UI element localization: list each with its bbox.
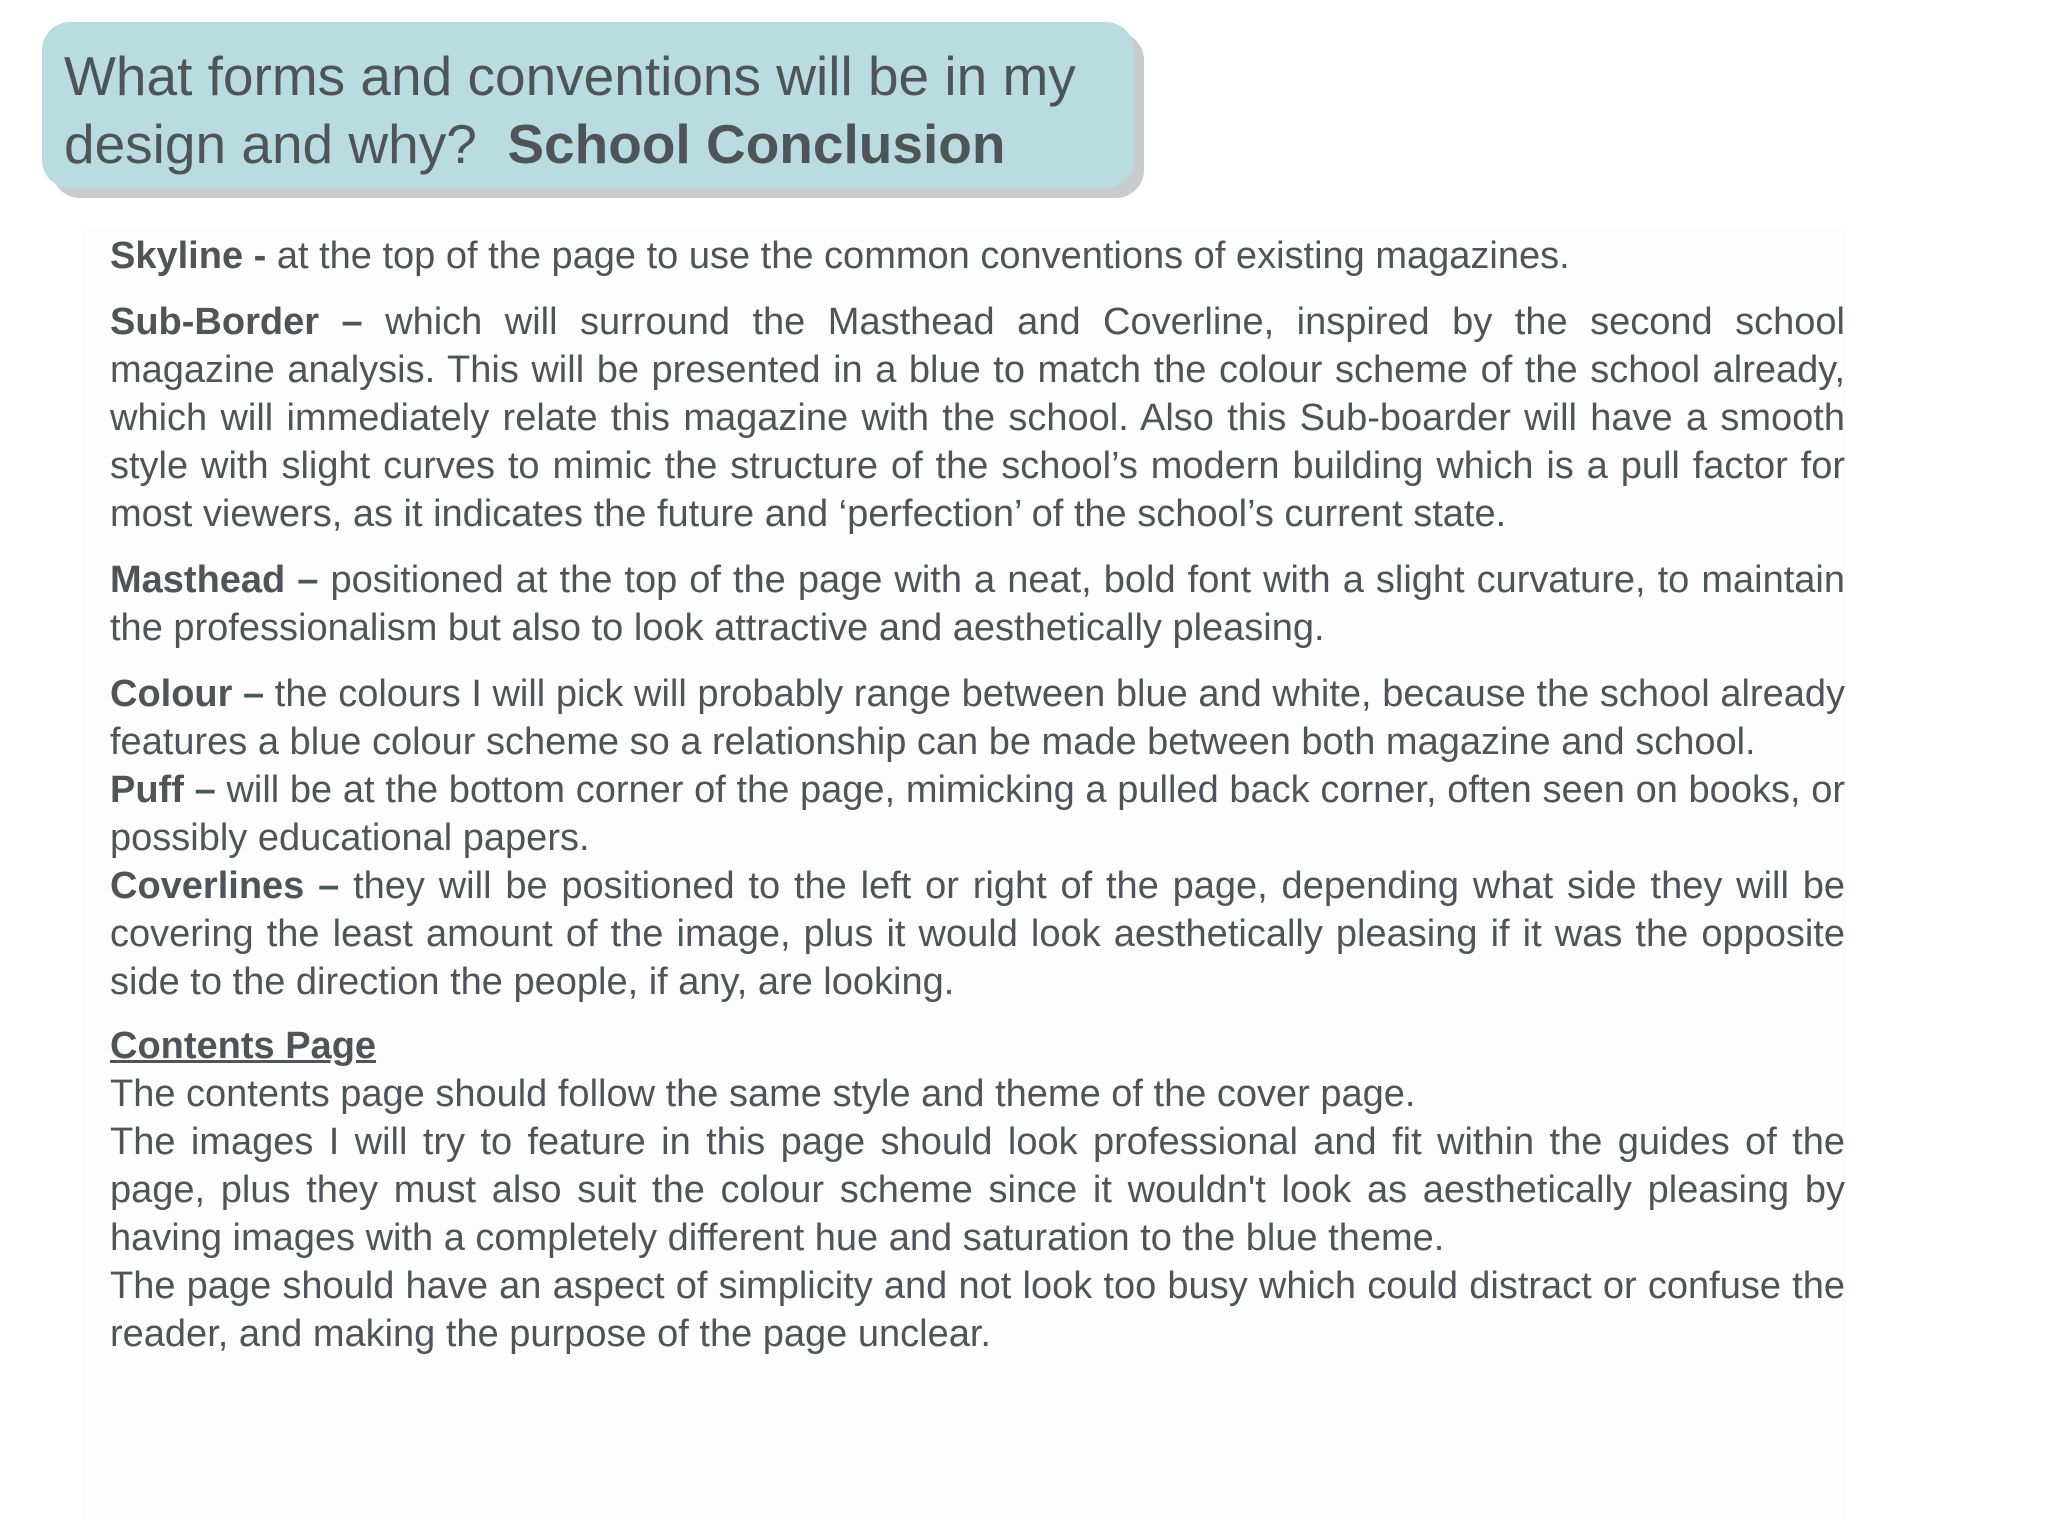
text-colour: the colours I will pick will probably range between blue and white, because the school already features a blue colour scheme so a relationship can be made between both magazine and school.	[110, 673, 1845, 763]
paragraph-puff	[110, 766, 1845, 862]
contents-paragraph: The page should have an aspect of simplicity and not look too busy which could distract or confuse the reader, and making the purpose of the page unclear.	[110, 1265, 1845, 1355]
paragraph-skyline	[110, 232, 1845, 280]
title-box	[42, 22, 1134, 188]
content-body	[110, 232, 1845, 1358]
term-masthead: Masthead –	[110, 559, 319, 601]
text-puff: will be at the bottom corner of the page, mimicking a pulled back corner, often seen on books, or possibly educational papers.	[110, 769, 1846, 859]
title-line-1: What forms and conventions will be in my	[64, 45, 1076, 107]
paragraph-colour	[110, 670, 1845, 766]
text-coverlines: they will be positioned to the left or right of the page, depending what side they will be covering the least amount of the image, plus it would look aesthetically pleasing if it was the opposite side to the direction the people, if any, are looking.	[110, 865, 1846, 1003]
term-colour: Colour –	[110, 673, 265, 715]
title-emphasis: School Conclusion	[507, 113, 1006, 175]
contents-paragraph: The images I will try to feature in this page should look professional and fit within the guides of the page, plus they must also suit the colour scheme since it wouldn't look as aesthetically pleasing by having images with a completely different hue and saturation to the blue theme.	[110, 1121, 1845, 1259]
text-sub-border: which will surround the Masthead and Coverline, inspired by the second school magazine analysis. This will be presented in a blue to match the colour scheme of the school already, which will immediately relate this magazine with the school. Also this Sub-boarder will have a smooth style with slight curves to mimic the structure of the school’s modern building which is a pull factor for most viewers, as it indicates the future and ‘perfection’ of the school’s current state.	[110, 301, 1845, 535]
paragraph-coverlines	[110, 862, 1845, 1006]
text-skyline: at the top of the page to use the common conventions of existing magazines.	[276, 235, 1570, 277]
term-coverlines: Coverlines –	[110, 865, 340, 907]
contents-page-heading: Contents Page	[110, 1025, 377, 1067]
slide-title	[64, 42, 1114, 178]
contents-paragraph: The contents page should follow the same style and theme of the cover page.	[110, 1073, 1416, 1115]
paragraph-masthead	[110, 556, 1845, 652]
term-puff: Puff –	[110, 769, 216, 811]
text-masthead: positioned at the top of the page with a neat, bold font with a slight curvature, to maintain the professionalism but also to look attractive and aesthetically pleasing.	[110, 559, 1845, 649]
term-skyline: Skyline -	[110, 235, 267, 277]
term-sub-border: Sub-Border –	[110, 301, 363, 343]
title-line-2-prefix: design and why?	[64, 113, 477, 175]
paragraph-sub-border	[110, 298, 1845, 538]
